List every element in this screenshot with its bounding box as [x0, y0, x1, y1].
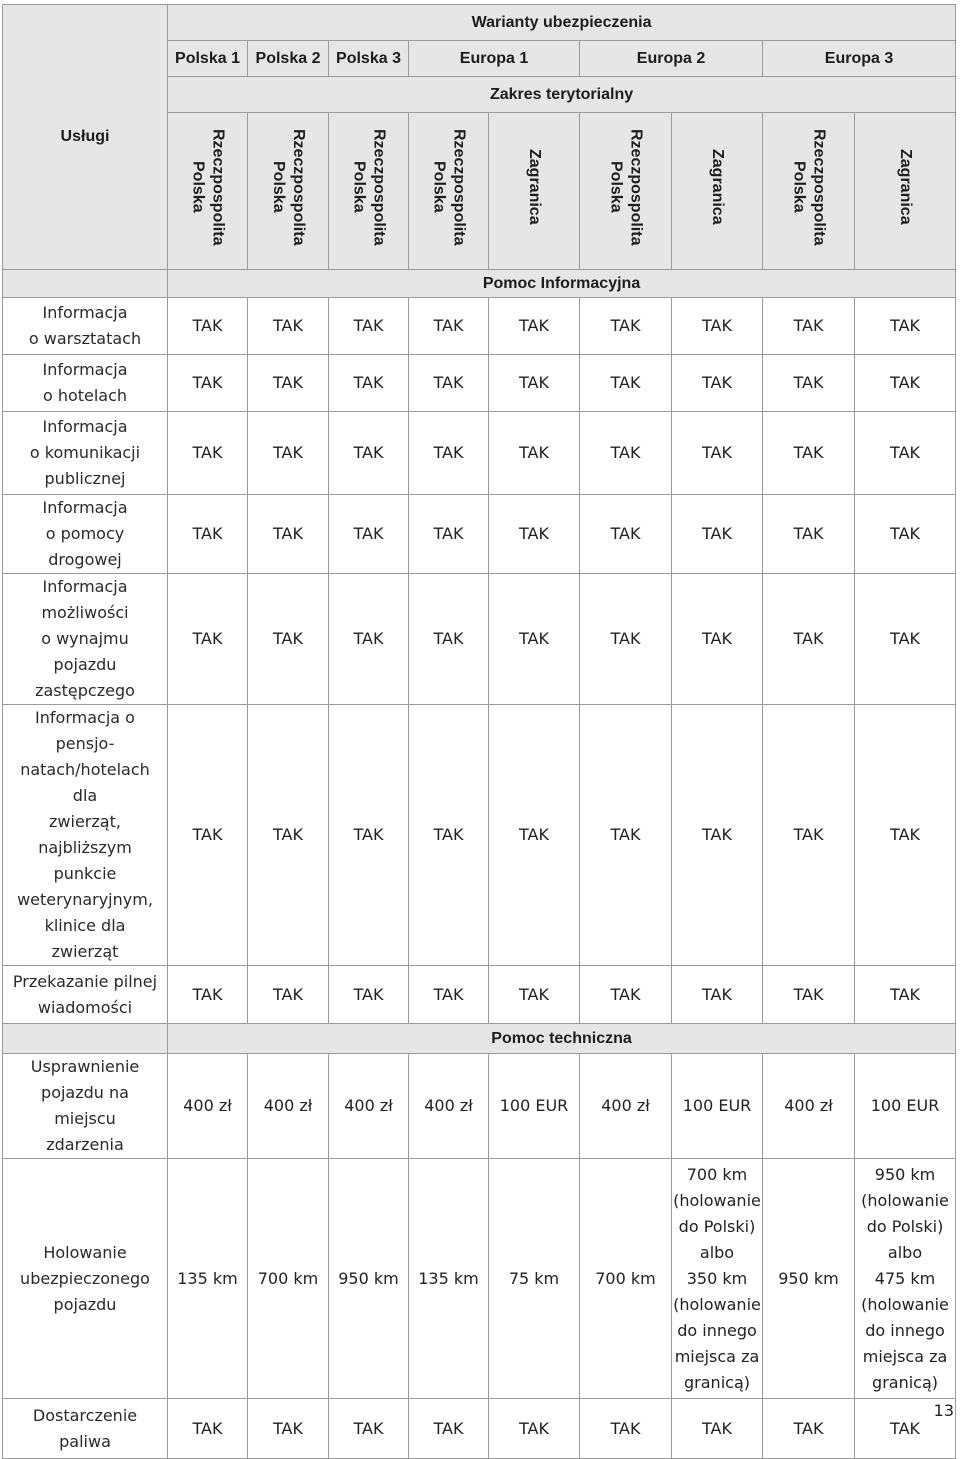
- value-cell: TAK: [489, 1399, 580, 1459]
- value-cell: TAK: [580, 412, 672, 495]
- value-cell: TAK: [580, 705, 672, 966]
- value-cell: TAK: [409, 1399, 489, 1459]
- tech-rows: [3, 1054, 956, 1459]
- value-cell: TAK: [763, 705, 855, 966]
- value-cell: TAK: [489, 355, 580, 412]
- territory-label: Rzeczpospolita Polska: [430, 128, 468, 246]
- service-name-cell: Dostarczenie paliwa: [3, 1399, 168, 1459]
- variant-polska-1: Polska 1: [168, 41, 248, 77]
- value-cell: TAK: [855, 705, 956, 966]
- territory-label: Rzeczpospolita Polska: [790, 128, 828, 246]
- value-cell: TAK: [248, 966, 329, 1024]
- territory-cell: [489, 113, 580, 270]
- value-cell: TAK: [763, 1399, 855, 1459]
- value-cell: TAK: [329, 1399, 409, 1459]
- value-cell: 400 zł: [329, 1054, 409, 1159]
- value-cell: TAK: [489, 966, 580, 1024]
- info-rows: [3, 298, 956, 1024]
- table-row: [3, 298, 956, 355]
- value-cell: TAK: [329, 574, 409, 705]
- value-cell: TAK: [763, 412, 855, 495]
- service-name-cell: Informacja możliwości o wynajmu pojazdu zastępczego: [3, 574, 168, 705]
- value-cell: TAK: [763, 966, 855, 1024]
- value-cell: TAK: [763, 298, 855, 355]
- value-cell: 700 km (holowanie do Polski) albo 350 km (holowanie do innego miejsca za granicą): [672, 1159, 763, 1399]
- value-cell: TAK: [248, 355, 329, 412]
- value-cell: TAK: [489, 705, 580, 966]
- territory-cell: [409, 113, 489, 270]
- territory-label: Zagranica: [897, 149, 915, 225]
- territory-label: Rzeczpospolita Polska: [607, 128, 645, 246]
- value-cell: TAK: [248, 574, 329, 705]
- value-cell: TAK: [672, 495, 763, 574]
- territory-label: Zagranica: [709, 149, 726, 225]
- service-name-cell: Informacja o pensjo- natach/hotelach dla zwierząt, najbliższym punkcie weterynaryjnym, klinice dla zwierząt: [3, 705, 168, 966]
- value-cell: TAK: [329, 298, 409, 355]
- table-row: [3, 1159, 956, 1399]
- territory-label: Zagranica: [526, 149, 543, 225]
- value-cell: TAK: [168, 412, 248, 495]
- territory-cell: [580, 113, 672, 270]
- variant-polska-2: Polska 2: [248, 41, 329, 77]
- page-number: 13: [933, 1401, 954, 1420]
- value-cell: TAK: [855, 412, 956, 495]
- value-cell: TAK: [489, 298, 580, 355]
- table-row: [3, 1054, 956, 1159]
- value-cell: 400 zł: [763, 1054, 855, 1159]
- value-cell: TAK: [855, 574, 956, 705]
- table-row: [3, 574, 956, 705]
- table-row: [3, 705, 956, 966]
- value-cell: TAK: [248, 705, 329, 966]
- service-name-cell: Usprawnienie pojazdu na miejscu zdarzenia: [3, 1054, 168, 1159]
- value-cell: TAK: [409, 966, 489, 1024]
- section-info-title: Pomoc Informacyjna: [168, 270, 956, 298]
- value-cell: 950 km: [329, 1159, 409, 1399]
- value-cell: 400 zł: [168, 1054, 248, 1159]
- value-cell: TAK: [672, 412, 763, 495]
- value-cell: TAK: [409, 705, 489, 966]
- value-cell: TAK: [168, 298, 248, 355]
- value-cell: TAK: [329, 495, 409, 574]
- territory-label: Rzeczpospolita Polska: [270, 128, 307, 246]
- value-cell: TAK: [672, 574, 763, 705]
- value-cell: TAK: [580, 1399, 672, 1459]
- value-cell: TAK: [409, 574, 489, 705]
- value-cell: 135 km: [409, 1159, 489, 1399]
- value-cell: 950 km (holowanie do Polski) albo 475 km (holowanie do innego miejsca za granicą): [855, 1159, 956, 1399]
- value-cell: TAK: [409, 298, 489, 355]
- value-cell: TAK: [580, 495, 672, 574]
- variants-header: Warianty ubezpieczenia: [168, 5, 956, 41]
- value-cell: TAK: [489, 574, 580, 705]
- value-cell: TAK: [489, 495, 580, 574]
- value-cell: TAK: [580, 298, 672, 355]
- section-spacer: [3, 1024, 168, 1054]
- service-name-cell: Informacja o hotelach: [3, 355, 168, 412]
- value-cell: TAK: [580, 355, 672, 412]
- value-cell: TAK: [672, 966, 763, 1024]
- value-cell: 135 km: [168, 1159, 248, 1399]
- value-cell: 400 zł: [580, 1054, 672, 1159]
- table-row: [3, 412, 956, 495]
- value-cell: TAK: [168, 705, 248, 966]
- territory-label: Rzeczpospolita Polska: [350, 128, 388, 246]
- variant-europa-1: Europa 1: [409, 41, 580, 77]
- value-cell: 100 EUR: [855, 1054, 956, 1159]
- value-cell: TAK: [672, 298, 763, 355]
- value-cell: TAK: [329, 966, 409, 1024]
- value-cell: 100 EUR: [672, 1054, 763, 1159]
- value-cell: TAK: [248, 495, 329, 574]
- table-row: [3, 495, 956, 574]
- section-tech-title: Pomoc techniczna: [168, 1024, 956, 1054]
- value-cell: 700 km: [248, 1159, 329, 1399]
- value-cell: TAK: [672, 705, 763, 966]
- insurance-variants-table: [2, 4, 956, 1459]
- variant-europa-3: Europa 3: [763, 41, 956, 77]
- value-cell: TAK: [248, 298, 329, 355]
- value-cell: TAK: [763, 574, 855, 705]
- value-cell: TAK: [855, 966, 956, 1024]
- value-cell: TAK: [248, 1399, 329, 1459]
- value-cell: 950 km: [763, 1159, 855, 1399]
- value-cell: 75 km: [489, 1159, 580, 1399]
- territory-header: Zakres terytorialny: [168, 77, 956, 113]
- table-row: [3, 1399, 956, 1459]
- value-cell: TAK: [672, 1399, 763, 1459]
- value-cell: 400 zł: [248, 1054, 329, 1159]
- value-cell: TAK: [168, 574, 248, 705]
- table-row: [3, 355, 956, 412]
- value-cell: 700 km: [580, 1159, 672, 1399]
- value-cell: TAK: [855, 495, 956, 574]
- services-header: Usługi: [3, 5, 168, 270]
- service-name-cell: Informacja o komunikacji publicznej: [3, 412, 168, 495]
- value-cell: TAK: [855, 1399, 956, 1459]
- territory-cell: [329, 113, 409, 270]
- table-row: [3, 966, 956, 1024]
- section-spacer: [3, 270, 168, 298]
- value-cell: TAK: [672, 355, 763, 412]
- value-cell: TAK: [855, 355, 956, 412]
- territory-cell: [168, 113, 248, 270]
- value-cell: TAK: [580, 966, 672, 1024]
- value-cell: TAK: [329, 705, 409, 966]
- value-cell: 100 EUR: [489, 1054, 580, 1159]
- territory-cell: [248, 113, 329, 270]
- value-cell: TAK: [168, 966, 248, 1024]
- value-cell: TAK: [409, 355, 489, 412]
- value-cell: 400 zł: [409, 1054, 489, 1159]
- territory-cell: [763, 113, 855, 270]
- territory-cell: [672, 113, 763, 270]
- value-cell: TAK: [329, 412, 409, 495]
- value-cell: TAK: [168, 355, 248, 412]
- value-cell: TAK: [168, 1399, 248, 1459]
- variant-europa-2: Europa 2: [580, 41, 763, 77]
- value-cell: TAK: [580, 574, 672, 705]
- territory-label: Rzeczpospolita Polska: [189, 128, 227, 246]
- service-name-cell: Informacja o warsztatach: [3, 298, 168, 355]
- value-cell: TAK: [168, 495, 248, 574]
- service-name-cell: Informacja o pomocy drogowej: [3, 495, 168, 574]
- variant-polska-3: Polska 3: [329, 41, 409, 77]
- value-cell: TAK: [489, 412, 580, 495]
- service-name-cell: Przekazanie pilnej wiadomości: [3, 966, 168, 1024]
- value-cell: TAK: [329, 355, 409, 412]
- value-cell: TAK: [763, 495, 855, 574]
- territory-cell: [855, 113, 956, 270]
- value-cell: TAK: [409, 495, 489, 574]
- service-name-cell: Holowanie ubezpieczonego pojazdu: [3, 1159, 168, 1399]
- value-cell: TAK: [855, 298, 956, 355]
- value-cell: TAK: [248, 412, 329, 495]
- value-cell: TAK: [409, 412, 489, 495]
- value-cell: TAK: [763, 355, 855, 412]
